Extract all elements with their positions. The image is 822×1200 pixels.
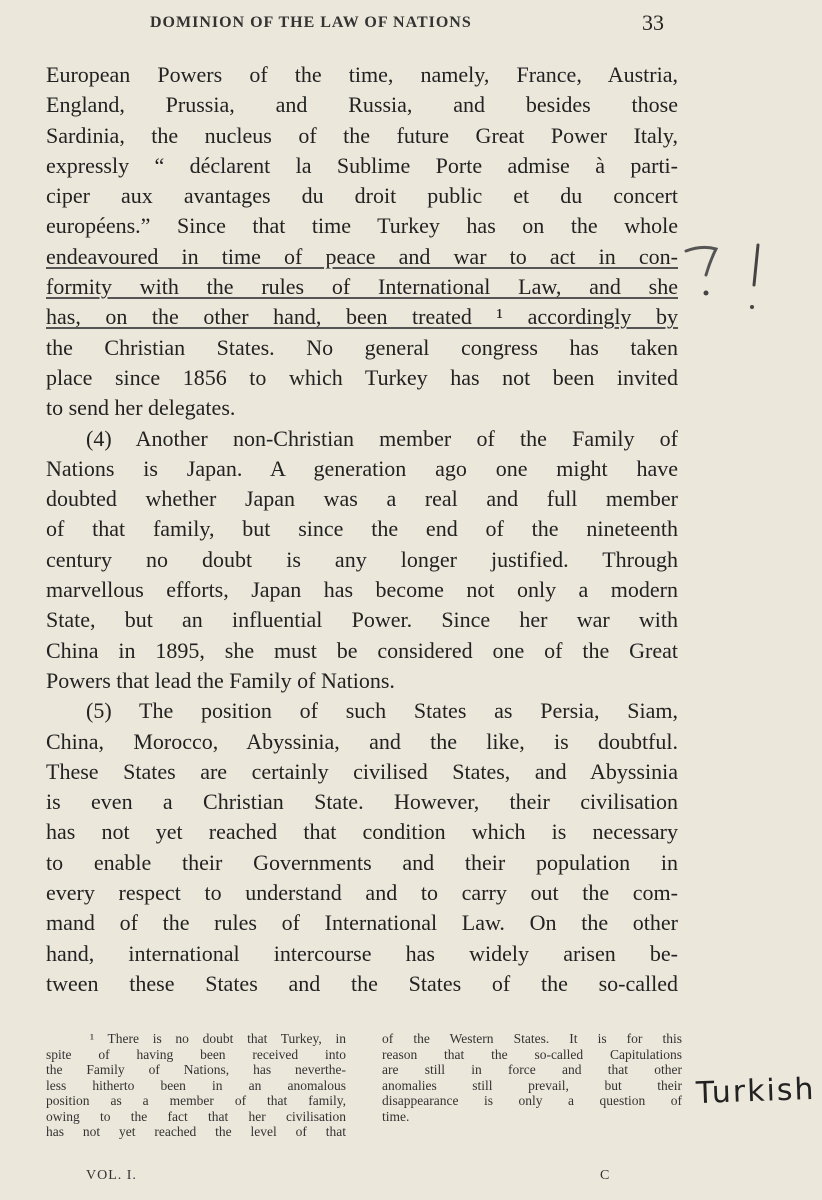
text-line: expressly “ déclarent la Sublime Porte admise à parti-	[46, 152, 678, 178]
paragraph-start: (4) Another non-Christian member of the Family of	[86, 425, 678, 451]
text-line: to enable their Governments and their population in	[46, 849, 678, 875]
text-line: every respect to understand and to carry out the com-	[46, 880, 678, 906]
footnote-line: position as a member of that family,	[46, 1093, 346, 1108]
text-line: European Powers of the time, namely, France, Austria,	[46, 62, 678, 87]
main-text	[46, 60, 678, 999]
text-line-underlined: has, on the other hand, been treated ¹ accordingly by	[46, 304, 678, 330]
text-line: of that family, but since the end of the nineteenth	[46, 516, 678, 542]
running-header: DOMINION OF THE LAW OF NATIONS	[150, 14, 472, 31]
footnote-line: the Family of Nations, has neverthe-	[46, 1062, 346, 1077]
footnote-line: disappearance is only a question of	[382, 1093, 682, 1108]
footnote-line: time.	[382, 1108, 410, 1124]
pencil-dot	[704, 291, 709, 296]
pencil-seven-mark	[686, 247, 716, 275]
text-line: These States are certainly civilised States, and Abyssinia	[46, 758, 678, 784]
text-line: Powers that lead the Family of Nations.	[46, 667, 395, 693]
pencil-vertical-line	[754, 245, 758, 285]
text-line: tween these States and the States of the so-called	[46, 970, 678, 996]
footnote-line: has not yet reached the level of that	[46, 1124, 346, 1139]
text-line: ciper aux avantages du droit public et du concert	[46, 183, 678, 209]
page-number: 33	[642, 10, 664, 35]
footnote-line: anomalies still prevail, but their	[382, 1077, 682, 1093]
text-line: européens.” Since that time Turkey has on the whole	[46, 213, 678, 239]
text-line-underlined: endeavoured in time of peace and war to act in con-	[46, 243, 678, 269]
text-line: is even a Christian State. However, their civilisation	[46, 789, 678, 815]
text-line: State, but an influential Power. Since her war with	[46, 607, 678, 633]
pencil-dot	[750, 305, 754, 309]
text-line: to send her delegates.	[46, 395, 236, 421]
text-line: place since 1856 to which Turkey has not been invited	[46, 364, 678, 390]
footnote-column-right	[382, 1031, 682, 1124]
footnote-line: owing to the fact that her civilisation	[46, 1108, 346, 1124]
text-line: hand, international intercourse has widely arisen be-	[46, 940, 678, 966]
signature-mark: C	[600, 1168, 610, 1183]
text-line: China, Morocco, Abyssinia, and the like, is doubtful.	[46, 728, 678, 754]
footnote-column-left	[46, 1031, 346, 1140]
text-line: England, Prussia, and Russia, and besides those	[46, 92, 678, 118]
footnote-line: of the Western States. It is for this	[382, 1031, 682, 1046]
footnote-line: reason that the so-called Capitulations	[382, 1046, 682, 1062]
footnote-line: are still in force and that other	[382, 1062, 682, 1077]
text-line: China in 1895, she must be considered one of the Great	[46, 637, 678, 663]
footnote-line: ¹ There is no doubt that Turkey, in	[90, 1031, 346, 1046]
margin-pencil-marks	[680, 235, 790, 325]
handwritten-margin-note: Turkish	[695, 1071, 817, 1112]
footnote-line: spite of having been received into	[46, 1046, 346, 1062]
text-line: century no doubt is any longer justified. Through	[46, 546, 678, 572]
text-line: the Christian States. No general congress has taken	[46, 334, 678, 360]
text-line: marvellous efforts, Japan has become not only a modern	[46, 577, 678, 603]
text-line: doubted whether Japan was a real and full member	[46, 486, 678, 512]
text-line: has not yet reached that condition which is necessary	[46, 819, 678, 845]
text-line-underlined: formity with the rules of International Law, and she	[46, 274, 678, 300]
paragraph-start: (5) The position of such States as Persia, Siam,	[86, 698, 678, 724]
footnote-line: less hitherto been in an anomalous	[46, 1077, 346, 1093]
text-line: mand of the rules of International Law. On the other	[46, 910, 678, 936]
text-line: Sardinia, the nucleus of the future Great Power Italy,	[46, 122, 678, 148]
text-line: Nations is Japan. A generation ago one might have	[46, 455, 678, 481]
signature-volume: VOL. I.	[86, 1168, 137, 1183]
